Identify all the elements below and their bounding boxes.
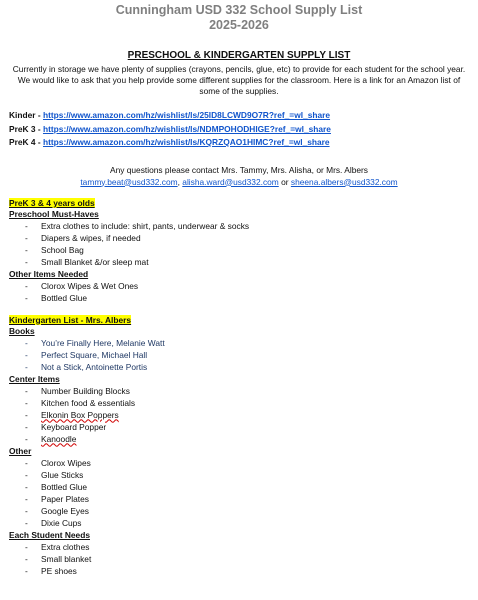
other-items-title: Other Items Needed xyxy=(9,268,89,279)
list-item: - Clorox Wipes & Wet Ones xyxy=(25,280,478,292)
each-student-list xyxy=(9,541,478,577)
list-item: - Diapers & wipes, if needed xyxy=(25,232,478,244)
list-item: - Perfect Square, Michael Hall xyxy=(25,349,478,361)
list-item: - Number Building Blocks xyxy=(25,385,478,397)
school-year: 2025-2026 xyxy=(209,18,269,32)
intro-paragraph: Currently in storage we have plenty of supplies (crayons, pencils, glue, etc) to provide for each student for the school year. We would like to ask that you help provide some different supplies for the classroom. Here is a link for an Amazon list of some of the supplies. xyxy=(12,64,466,96)
list-item: - Small Blanket &/or sleep mat xyxy=(25,256,478,268)
center-items-title: Center Items xyxy=(9,373,60,384)
list-item: - Bottled Glue xyxy=(25,481,478,493)
prek4-wishlist-link[interactable]: https://www.amazon.com/hz/wishlist/ls/KQRZQAO1HIMC?ref_=wl_share xyxy=(42,137,330,147)
list-item: - Extra clothes to include: shirt, pants, underwear & socks xyxy=(25,220,478,232)
other-title: Other xyxy=(9,445,32,456)
list-item: - PE shoes xyxy=(25,565,478,577)
list-item: - Kitchen food & essentials xyxy=(25,397,478,409)
list-item: - Dixie Cups xyxy=(25,517,478,529)
kinder-section xyxy=(0,315,478,577)
must-haves-title: Preschool Must-Haves xyxy=(9,208,99,219)
each-student-title: Each Student Needs xyxy=(9,529,90,540)
prek3-wishlist-link[interactable]: https://www.amazon.com/hz/wishlist/ls/NDMPOHODHIGE?ref_=wl_share xyxy=(42,123,331,134)
books-title: Books xyxy=(9,325,35,336)
prek-section xyxy=(0,198,478,304)
list-item: - School Bag xyxy=(25,244,478,256)
link-prek4: PreK 4 - https://www.amazon.com/hz/wishlist/ls/KQRZQAO1HIMC?ref_=wl_share xyxy=(9,137,330,147)
list-item: - Bottled Glue xyxy=(25,292,478,304)
other-items-list xyxy=(9,280,478,304)
list-item: - Small blanket xyxy=(25,553,478,565)
doc-title: PRESCHOOL & KINDERGARTEN SUPPLY LIST xyxy=(127,50,351,61)
must-haves-list xyxy=(9,220,478,268)
contact-line: Any questions please contact Mrs. Tammy, Mrs. Alisha, or Mrs. Albers xyxy=(109,164,368,175)
list-item: - Kanoodle xyxy=(25,433,478,445)
list-item: - Paper Plates xyxy=(25,493,478,505)
other-list xyxy=(9,457,478,529)
school-title: Cunningham USD 332 School Supply List xyxy=(115,3,363,17)
list-item: - Glue Sticks xyxy=(25,469,478,481)
email-tammy[interactable]: tammy.beat@usd332.com xyxy=(80,176,178,187)
center-items-list xyxy=(9,385,478,445)
wishlist-links xyxy=(0,109,478,150)
prek-heading: PreK 3 & 4 years olds xyxy=(9,197,95,208)
list-item: - Google Eyes xyxy=(25,505,478,517)
list-item: - Extra clothes xyxy=(25,541,478,553)
kinder-wishlist-link[interactable]: https://www.amazon.com/hz/wishlist/ls/25ID8LCWD9O7R?ref_=wl_share xyxy=(42,110,331,120)
link-kinder: Kinder - https://www.amazon.com/hz/wishlist/ls/25ID8LCWD9O7R?ref_=wl_share xyxy=(9,110,331,120)
list-item: - Elkonin Box Poppers xyxy=(25,409,478,421)
link-prek3: PreK 3 - https://www.amazon.com/hz/wishlist/ls/NDMPOHODHIGE?ref_=wl_share xyxy=(9,123,331,134)
contact-emails: tammy.beat@usd332.com, alisha.ward@usd332.com or sheena.albers@usd332.com xyxy=(80,176,398,187)
list-item: - Keyboard Popper xyxy=(25,421,478,433)
email-sheena[interactable]: sheena.albers@usd332.com xyxy=(290,176,398,187)
list-item: - Not a Stick, Antoinette Portis xyxy=(25,361,478,373)
list-item: - You’re Finally Here, Melanie Watt xyxy=(25,337,478,349)
kinder-heading: Kindergarten List - Mrs. Albers xyxy=(9,314,132,325)
list-item: - Clorox Wipes xyxy=(25,457,478,469)
email-alisha[interactable]: alisha.ward@usd332.com xyxy=(182,176,279,187)
contact-block xyxy=(0,164,478,188)
books-list xyxy=(9,337,478,373)
